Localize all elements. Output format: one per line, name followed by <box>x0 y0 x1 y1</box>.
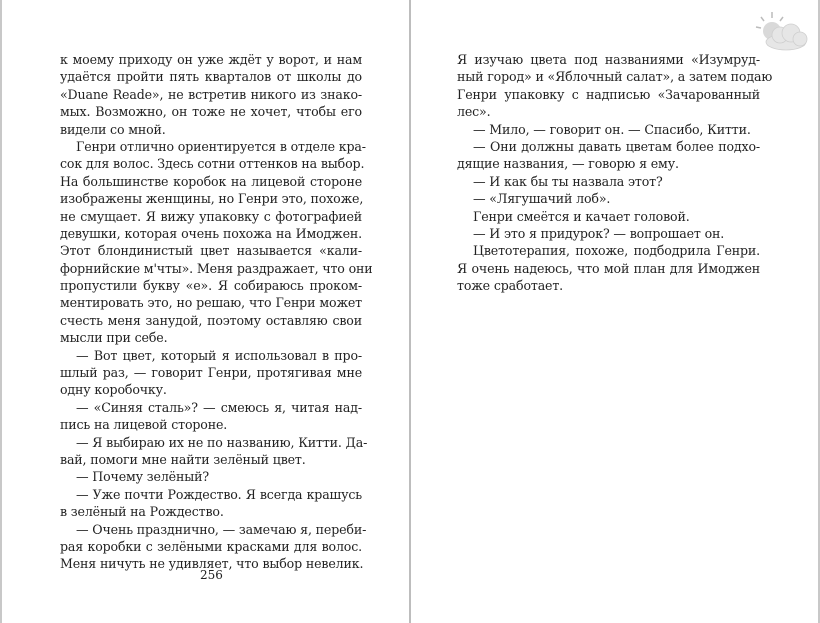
text-line: — Уже почти Рождество. Я всегда крашусь <box>76 486 362 502</box>
text-line: Я изучаю цвета под названиями «Изумруд- <box>457 52 760 67</box>
text-line: — И это я придурок? — вопрошает он. <box>473 225 725 241</box>
text-line: — И как бы ты назвала этот? <box>473 173 663 189</box>
right-page-text <box>457 51 773 294</box>
text-line: пись на лицевой стороне. <box>60 417 228 433</box>
text-line: Этот блондинистый цвет называется «кали- <box>60 243 362 259</box>
text-line: — Почему зелёный? <box>76 469 209 485</box>
text-line: не смущает. Я вижу упаковку с фотографией <box>60 208 362 224</box>
text-line: одну коробочку. <box>60 382 167 398</box>
sun-behind-cloud-icon <box>752 10 810 52</box>
text-line: шлый раз, — говорит Генри, протягивая мне <box>60 365 362 381</box>
text-line: Я очень надеюсь, что мой план для Имоджен <box>457 260 760 276</box>
page-number: 256 <box>200 568 223 582</box>
text-line: ментировать это, но решаю, что Генри может <box>60 295 362 311</box>
text-line: — «Лягушачий лоб». <box>473 191 611 207</box>
text-line: счесть меня занудой, поэтому оставляю свои <box>60 312 362 328</box>
text-line: лес». <box>457 104 491 120</box>
text-line: На большинстве коробок на лицевой стороне <box>60 173 362 189</box>
text-line: вай, помоги мне найти зелёный цвет. <box>60 451 306 467</box>
text-line: тоже сработает. <box>457 278 564 294</box>
text-line: изображены женщины, но Генри это, похоже, <box>60 191 364 207</box>
text-line: «Duane Reade», не встретив никого из знако- <box>60 86 362 102</box>
text-line: пропустили букву «е». Я собираюсь проком- <box>60 278 362 294</box>
text-line: — Вот цвет, который я использовал в про- <box>76 347 362 363</box>
text-line: — Я выбираю их не по названию, Китти. Да- <box>76 434 368 450</box>
text-line: Цветотерапия, похоже, подбодрила Генри. <box>473 243 760 259</box>
text-line: — Мило, — говорит он. — Спасибо, Китти. <box>473 121 751 137</box>
viewer-left-border <box>0 0 2 623</box>
text-line: — Очень празднично, — замечаю я, переби- <box>76 521 367 537</box>
text-line: к моему приходу он уже ждёт у ворот, и нам <box>60 52 362 67</box>
text-line: форнийские м'чты». Меня раздражает, что они <box>60 260 373 276</box>
text-line: дящие названия, — говорю я ему. <box>457 156 679 172</box>
text-line: сок для волос. Здесь сотни оттенков на выбор. <box>60 156 365 172</box>
text-line: — Они должны давать цветам более подхо- <box>473 138 760 154</box>
text-line: Меня ничуть не удивляет, что выбор невелик. <box>60 556 364 572</box>
text-line: девушки, которая очень похожа на Имоджен. <box>60 225 362 241</box>
page-spine-divider <box>409 0 411 623</box>
text-line: удаётся пройти пять кварталов от школы до <box>60 69 362 85</box>
text-line: видели со мной. <box>60 121 166 137</box>
text-line: Генри отлично ориентируется в отделе кра- <box>76 138 366 154</box>
text-line: в зелёный на Рождество. <box>60 504 224 520</box>
text-line: — «Синяя сталь»? — смеюсь я, читая над- <box>76 399 362 415</box>
text-line: мысли при себе. <box>60 330 168 346</box>
left-page-text <box>60 51 373 573</box>
text-line: рая коробки с зелёными красками для волос. <box>60 538 362 554</box>
text-line: мых. Возможно, он тоже не хочет, чтобы его <box>60 104 362 120</box>
text-line: Генри смеётся и качает головой. <box>473 208 690 224</box>
text-line: ный город» и «Яблочный салат», а затем подаю <box>457 69 773 85</box>
text-line: Генри упаковку с надписью «Зачарованный <box>457 86 760 102</box>
